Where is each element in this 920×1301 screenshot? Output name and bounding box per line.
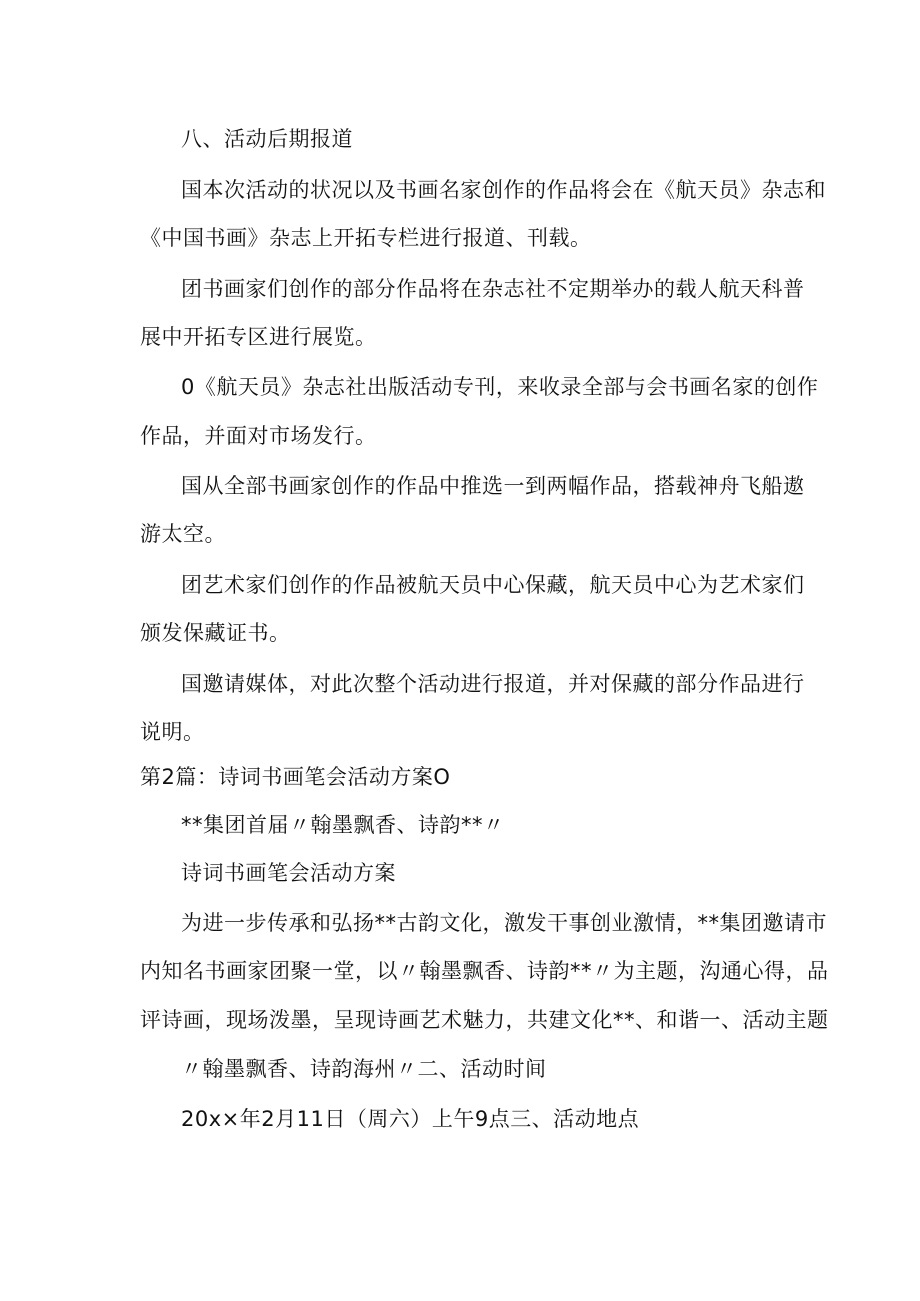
paragraph-line: 游太空。 <box>140 522 226 546</box>
paragraph-line: 颁发保藏证书。 <box>140 621 291 645</box>
paragraph-line: 作品，并面对市场发行。 <box>140 424 377 448</box>
paragraph-line: 国本次活动的状况以及书画名家创作的作品将会在《航天员》杂志和 <box>181 178 826 202</box>
paragraph-line: 国邀请媒体，对此次整个活动进行报道，并对保藏的部分作品进行 <box>181 672 805 696</box>
paragraph-line: 0《航天员》杂志社出版活动专刊，来收录全部与会书画名家的创作 <box>181 375 819 399</box>
article-heading: 第2篇：诗词书画笔会活动方案O <box>140 765 451 789</box>
section-heading: 八、活动后期报道 <box>181 127 353 151</box>
paragraph-line: 评诗画，现场泼墨，呈现诗画艺术魅力，共建文化**、和谐一、活动主题 <box>140 1008 829 1032</box>
paragraph-line: 内知名书画家团聚一堂，以〃翰墨飘香、诗韵**〃为主题，沟通心得，品 <box>140 959 829 983</box>
paragraph-line: 〃翰墨飘香、诗韵海州〃二、活动时间 <box>181 1057 547 1081</box>
paragraph-line: 诗词书画笔会活动方案 <box>181 861 396 885</box>
paragraph-line: 20x×年2月11日（周六）上午9点三、活动地点 <box>181 1107 640 1131</box>
paragraph-line: 国从全部书画家创作的作品中推选一到两幅作品，搭载神舟飞船遨 <box>181 474 805 498</box>
paragraph-line: **集团首届〃翰墨飘香、诗韵**〃 <box>181 813 505 837</box>
paragraph-line: 展中开拓专区进行展览。 <box>140 325 377 349</box>
paragraph-line: 《中国书画》杂志上开拓专栏进行报道、刊载。 <box>140 226 592 250</box>
paragraph-line: 说明。 <box>140 720 205 744</box>
paragraph-line: 团艺术家们创作的作品被航天员中心保藏，航天员中心为艺术家们 <box>181 573 805 597</box>
paragraph-line: 为进一步传承和弘扬**古韵文化，激发干事创业激情，**集团邀请市 <box>181 911 827 935</box>
paragraph-line: 团书画家们创作的部分作品将在杂志社不定期举办的载人航天科普 <box>181 277 805 301</box>
